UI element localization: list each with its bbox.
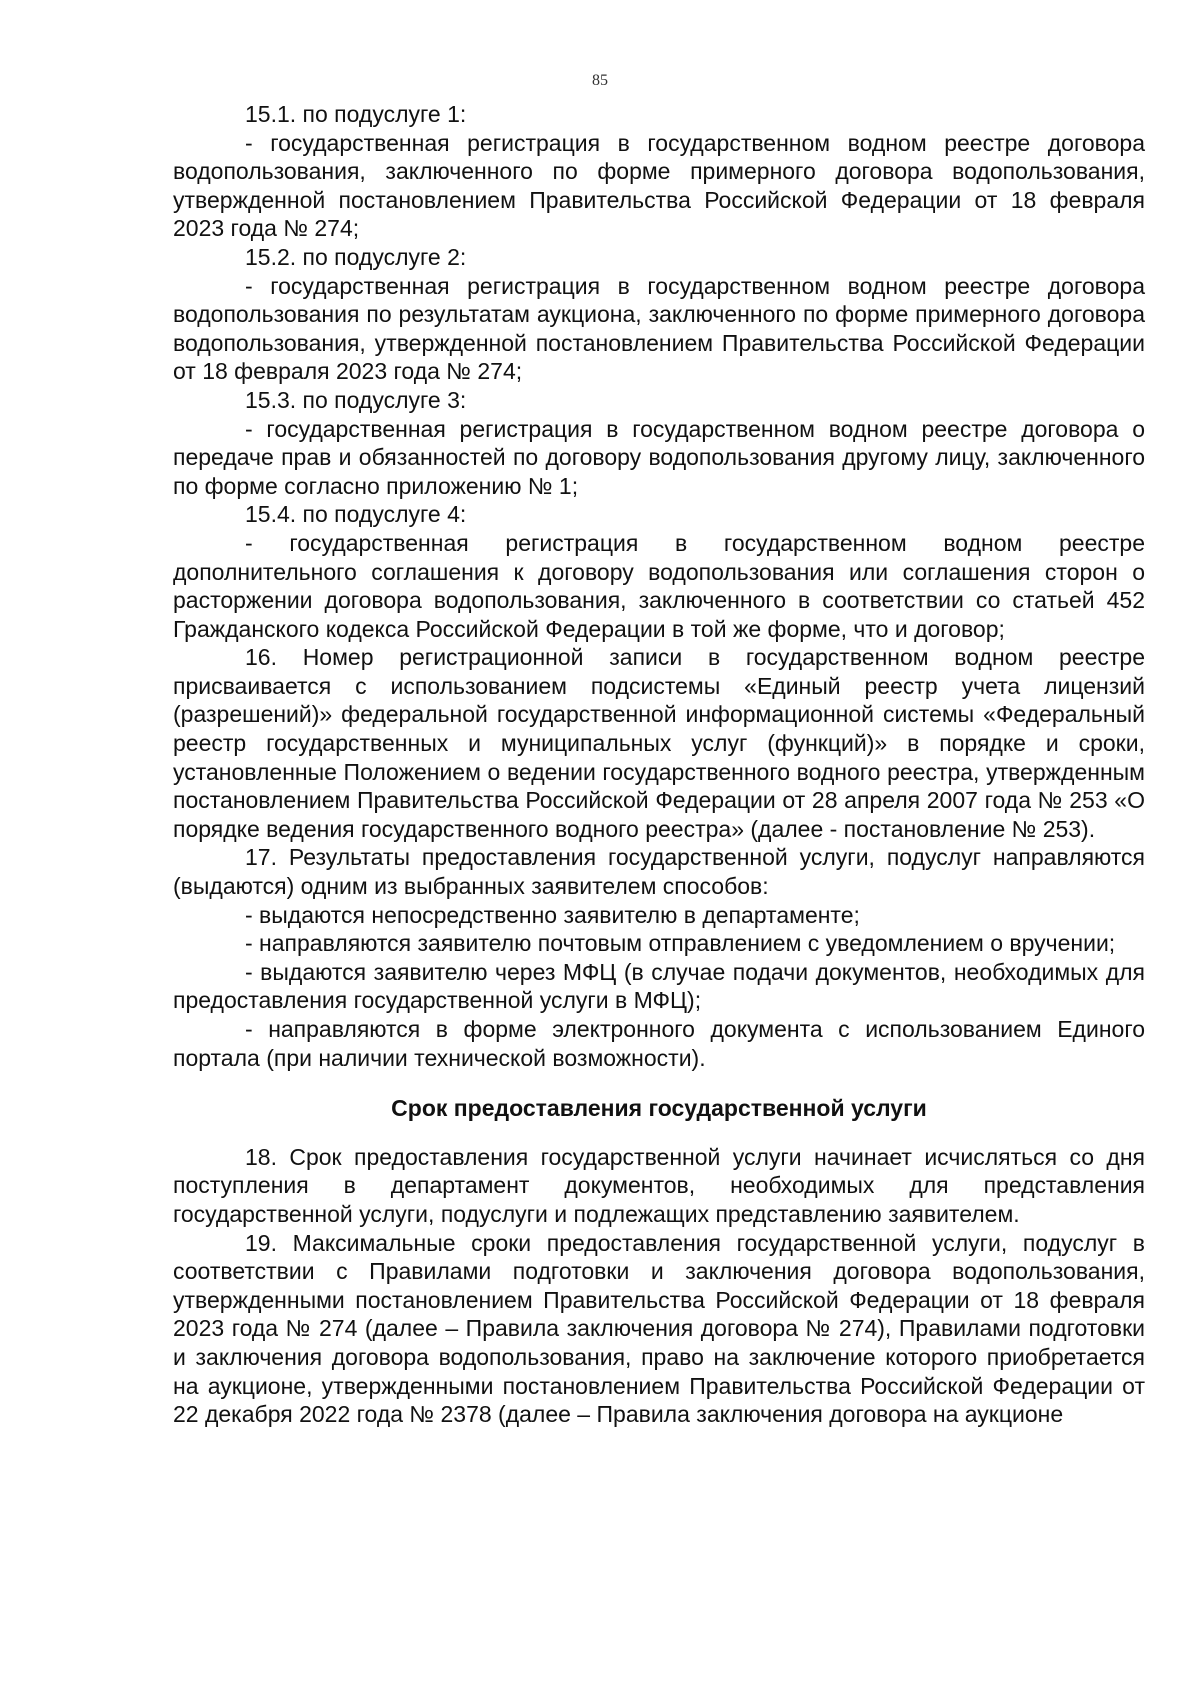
clause-17-item-3: - выдаются заявителю через МФЦ (в случае подачи документов, необходимых для предоставления государственной услуги в МФЦ); [173,958,1145,1014]
clause-17-item-2: - направляются заявителю почтовым отправлением с уведомлением о вручении; [245,930,1116,957]
clause-15-3-text: - государственная регистрация в государственном водном реестре договора о передаче прав и обязанностей по договору водопользования другому лицу, заключенного по форме согласно приложению № 1; [173,415,1145,499]
clause-15-1-text: - государственная регистрация в государственном водном реестре договора водопользования, заключенного по форме примерного договора водопользования, утвержденной постановлением Правительства Российской Федерации от 18 февраля 2023 года № 274; [173,129,1145,242]
clause-16: 16. Номер регистрационной записи в государственном водном реестре присваивается с использованием подсистемы «Единый реестр учета лицензий (разрешений)» федеральной государственной информационной системы «Федеральный реестр государственных и муниципальных услуг (функций)» в порядке и сроки, установленные Положением о ведении государственного водного реестра, утвержденным постановлением Правительства Российской Федерации от 28 апреля 2007 года № 253 «О порядке ведения государственного водного реестра» (далее - постановление № 253). [173,644,1145,842]
clause-19: 19. Максимальные сроки предоставления государственной услуги, подуслуг в соответствии с Правилами подготовки и заключения договора водопользования, утвержденными постановлением Правительства Российской Федерации от 18 февраля 2023 года № 274 (далее – Правила заключения договора № 274), Правилами подготовки и заключения договора водопользования, право на заключение которого приобретается на аукционе, утвержденными постановлением Правительства Российской Федерации от 22 декабря 2022 года № 2378 (далее – Правила заключения договора на аукционе [173,1229,1145,1428]
clause-17: 17. Результаты предоставления государственной услуги, подуслуг направляются (выдаются) одним из выбранных заявителем способов: [173,844,1145,900]
clause-15-4-title: 15.4. по подуслуге 4: [245,501,467,528]
clause-17-item-1: - выдаются непосредственно заявителю в департаменте; [245,901,860,928]
section-heading: Срок предоставления государственной услуги [391,1095,927,1122]
clause-15-2-text: - государственная регистрация в государственном водном реестре договора водопользования по результатам аукциона, заключенного по форме примерного договора водопользования, утвержденной постановлением Правительства Российской Федерации от 18 февраля 2023 года № 274; [173,272,1145,385]
clause-18: 18. Срок предоставления государственной услуги начинает исчисляться со дня поступления в департамент документов, необходимых для представления государственной услуги, подуслуги и подлежащих представлению заявителем. [173,1143,1145,1227]
clause-15-1-title: 15.1. по подуслуге 1: [245,101,467,127]
clause-17-item-4: - направляются в форме электронного документа с использованием Единого портала (при наличии технической возможности). [173,1016,1145,1071]
clause-15-3-title: 15.3. по подуслуге 3: [245,386,467,413]
document-body [173,100,1145,1429]
clause-15-2-title: 15.2. по подуслуге 2: [245,243,467,270]
clause-15-4-text: - государственная регистрация в государственном водном реестре дополнительного соглашения к договору водопользования или соглашения сторон о расторжении договора водопользования, заключенного в соответствии со статьей 452 Гражданского кодекса Российской Федерации в той же форме, что и договор; [173,529,1145,642]
page-number: 85 [592,72,608,89]
